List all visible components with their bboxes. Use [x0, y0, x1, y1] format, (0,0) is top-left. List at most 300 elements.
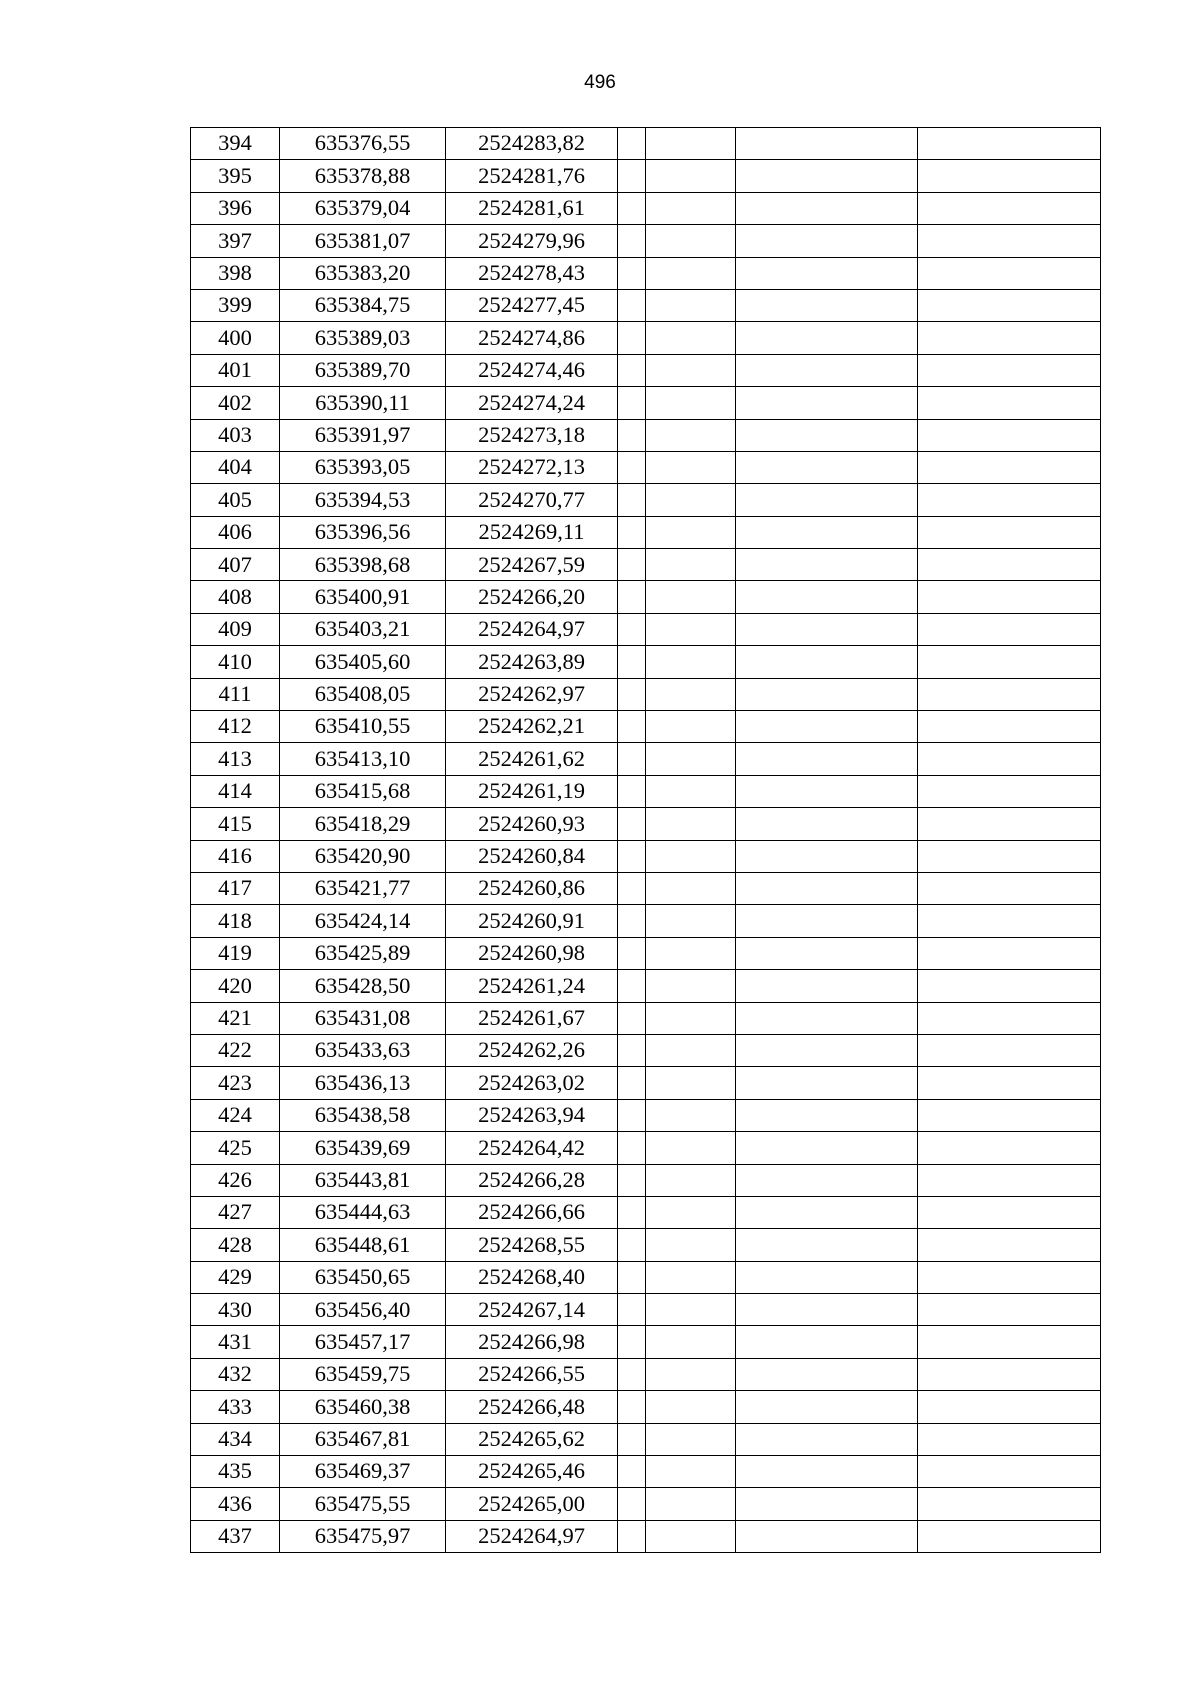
empty-cell: [918, 128, 1101, 160]
point-number-cell: 427: [191, 1196, 280, 1228]
empty-cell: [918, 1164, 1101, 1196]
empty-cell: [918, 1488, 1101, 1520]
empty-cell: [618, 1520, 646, 1552]
empty-cell: [918, 581, 1101, 613]
point-number-cell: 415: [191, 808, 280, 840]
empty-cell: [618, 128, 646, 160]
empty-cell: [618, 775, 646, 807]
empty-cell: [646, 1520, 736, 1552]
empty-cell: [618, 646, 646, 678]
empty-cell: [736, 128, 918, 160]
y-coordinate-cell: 2524260,84: [446, 840, 618, 872]
y-coordinate-cell: 2524266,48: [446, 1391, 618, 1423]
x-coordinate-cell: 635433,63: [280, 1034, 446, 1066]
x-coordinate-cell: 635424,14: [280, 905, 446, 937]
empty-cell: [618, 1099, 646, 1131]
empty-cell: [736, 872, 918, 904]
x-coordinate-cell: 635405,60: [280, 646, 446, 678]
empty-cell: [918, 905, 1101, 937]
empty-cell: [736, 840, 918, 872]
empty-cell: [736, 743, 918, 775]
empty-cell: [736, 646, 918, 678]
point-number-cell: 435: [191, 1456, 280, 1488]
empty-cell: [646, 1067, 736, 1099]
x-coordinate-cell: 635389,03: [280, 322, 446, 354]
empty-cell: [646, 1423, 736, 1455]
empty-cell: [918, 192, 1101, 224]
y-coordinate-cell: 2524274,46: [446, 354, 618, 386]
x-coordinate-cell: 635475,97: [280, 1520, 446, 1552]
empty-cell: [618, 970, 646, 1002]
empty-cell: [918, 872, 1101, 904]
empty-cell: [618, 581, 646, 613]
empty-cell: [646, 646, 736, 678]
empty-cell: [736, 1423, 918, 1455]
table-row: [191, 775, 1101, 807]
empty-cell: [736, 192, 918, 224]
table-row: [191, 192, 1101, 224]
empty-cell: [736, 1391, 918, 1423]
empty-cell: [736, 937, 918, 969]
empty-cell: [736, 549, 918, 581]
point-number-cell: 404: [191, 451, 280, 483]
empty-cell: [918, 1132, 1101, 1164]
point-number-cell: 400: [191, 322, 280, 354]
empty-cell: [736, 1229, 918, 1261]
empty-cell: [646, 1034, 736, 1066]
empty-cell: [736, 1488, 918, 1520]
point-number-cell: 411: [191, 678, 280, 710]
coordinates-table-body: [191, 128, 1101, 1553]
point-number-cell: 394: [191, 128, 280, 160]
empty-cell: [918, 743, 1101, 775]
point-number-cell: 434: [191, 1423, 280, 1455]
empty-cell: [646, 743, 736, 775]
empty-cell: [918, 289, 1101, 321]
empty-cell: [918, 1002, 1101, 1034]
empty-cell: [736, 1294, 918, 1326]
empty-cell: [618, 1358, 646, 1390]
table-row: [191, 1002, 1101, 1034]
x-coordinate-cell: 635459,75: [280, 1358, 446, 1390]
empty-cell: [618, 484, 646, 516]
empty-cell: [918, 451, 1101, 483]
x-coordinate-cell: 635467,81: [280, 1423, 446, 1455]
empty-cell: [646, 581, 736, 613]
empty-cell: [736, 1196, 918, 1228]
point-number-cell: 436: [191, 1488, 280, 1520]
point-number-cell: 403: [191, 419, 280, 451]
empty-cell: [736, 1164, 918, 1196]
empty-cell: [618, 451, 646, 483]
table-row: [191, 1488, 1101, 1520]
x-coordinate-cell: 635436,13: [280, 1067, 446, 1099]
empty-cell: [618, 1391, 646, 1423]
point-number-cell: 409: [191, 613, 280, 645]
y-coordinate-cell: 2524278,43: [446, 257, 618, 289]
empty-cell: [618, 840, 646, 872]
table-row: [191, 160, 1101, 192]
empty-cell: [618, 1456, 646, 1488]
empty-cell: [646, 840, 736, 872]
table-row: [191, 1520, 1101, 1552]
point-number-cell: 398: [191, 257, 280, 289]
point-number-cell: 396: [191, 192, 280, 224]
point-number-cell: 407: [191, 549, 280, 581]
y-coordinate-cell: 2524279,96: [446, 225, 618, 257]
table-row: [191, 1196, 1101, 1228]
point-number-cell: 437: [191, 1520, 280, 1552]
x-coordinate-cell: 635431,08: [280, 1002, 446, 1034]
y-coordinate-cell: 2524263,89: [446, 646, 618, 678]
y-coordinate-cell: 2524274,86: [446, 322, 618, 354]
x-coordinate-cell: 635391,97: [280, 419, 446, 451]
y-coordinate-cell: 2524281,76: [446, 160, 618, 192]
point-number-cell: 433: [191, 1391, 280, 1423]
empty-cell: [736, 160, 918, 192]
empty-cell: [646, 1294, 736, 1326]
empty-cell: [918, 646, 1101, 678]
point-number-cell: 408: [191, 581, 280, 613]
empty-cell: [646, 937, 736, 969]
empty-cell: [646, 1326, 736, 1358]
x-coordinate-cell: 635403,21: [280, 613, 446, 645]
x-coordinate-cell: 635420,90: [280, 840, 446, 872]
point-number-cell: 399: [191, 289, 280, 321]
table-row: [191, 581, 1101, 613]
empty-cell: [918, 1294, 1101, 1326]
empty-cell: [646, 808, 736, 840]
x-coordinate-cell: 635421,77: [280, 872, 446, 904]
y-coordinate-cell: 2524270,77: [446, 484, 618, 516]
empty-cell: [618, 1229, 646, 1261]
empty-cell: [618, 613, 646, 645]
empty-cell: [918, 322, 1101, 354]
table-row: [191, 1229, 1101, 1261]
point-number-cell: 432: [191, 1358, 280, 1390]
empty-cell: [736, 387, 918, 419]
empty-cell: [618, 905, 646, 937]
empty-cell: [918, 711, 1101, 743]
x-coordinate-cell: 635428,50: [280, 970, 446, 1002]
empty-cell: [918, 1423, 1101, 1455]
empty-cell: [918, 1391, 1101, 1423]
table-row: [191, 1261, 1101, 1293]
empty-cell: [736, 711, 918, 743]
empty-cell: [618, 160, 646, 192]
point-number-cell: 401: [191, 354, 280, 386]
empty-cell: [646, 1261, 736, 1293]
empty-cell: [736, 289, 918, 321]
x-coordinate-cell: 635460,38: [280, 1391, 446, 1423]
empty-cell: [618, 387, 646, 419]
empty-cell: [646, 354, 736, 386]
table-row: [191, 289, 1101, 321]
empty-cell: [918, 1326, 1101, 1358]
table-row: [191, 451, 1101, 483]
x-coordinate-cell: 635381,07: [280, 225, 446, 257]
empty-cell: [736, 322, 918, 354]
x-coordinate-cell: 635439,69: [280, 1132, 446, 1164]
empty-cell: [646, 1456, 736, 1488]
empty-cell: [736, 1132, 918, 1164]
x-coordinate-cell: 635379,04: [280, 192, 446, 224]
empty-cell: [736, 1520, 918, 1552]
empty-cell: [618, 516, 646, 548]
empty-cell: [918, 1520, 1101, 1552]
x-coordinate-cell: 635475,55: [280, 1488, 446, 1520]
point-number-cell: 420: [191, 970, 280, 1002]
empty-cell: [918, 678, 1101, 710]
y-coordinate-cell: 2524264,42: [446, 1132, 618, 1164]
y-coordinate-cell: 2524262,26: [446, 1034, 618, 1066]
empty-cell: [618, 743, 646, 775]
x-coordinate-cell: 635413,10: [280, 743, 446, 775]
x-coordinate-cell: 635469,37: [280, 1456, 446, 1488]
table-row: [191, 872, 1101, 904]
point-number-cell: 418: [191, 905, 280, 937]
y-coordinate-cell: 2524266,98: [446, 1326, 618, 1358]
empty-cell: [646, 872, 736, 904]
empty-cell: [918, 613, 1101, 645]
x-coordinate-cell: 635393,05: [280, 451, 446, 483]
empty-cell: [918, 937, 1101, 969]
empty-cell: [646, 1196, 736, 1228]
empty-cell: [918, 1099, 1101, 1131]
empty-cell: [618, 192, 646, 224]
point-number-cell: 431: [191, 1326, 280, 1358]
table-row: [191, 419, 1101, 451]
y-coordinate-cell: 2524260,98: [446, 937, 618, 969]
empty-cell: [646, 192, 736, 224]
empty-cell: [736, 419, 918, 451]
table-row: [191, 516, 1101, 548]
x-coordinate-cell: 635438,58: [280, 1099, 446, 1131]
y-coordinate-cell: 2524261,24: [446, 970, 618, 1002]
empty-cell: [918, 160, 1101, 192]
empty-cell: [618, 1002, 646, 1034]
x-coordinate-cell: 635408,05: [280, 678, 446, 710]
point-number-cell: 405: [191, 484, 280, 516]
x-coordinate-cell: 635400,91: [280, 581, 446, 613]
x-coordinate-cell: 635398,68: [280, 549, 446, 581]
x-coordinate-cell: 635443,81: [280, 1164, 446, 1196]
empty-cell: [918, 516, 1101, 548]
empty-cell: [736, 613, 918, 645]
empty-cell: [736, 1326, 918, 1358]
x-coordinate-cell: 635457,17: [280, 1326, 446, 1358]
point-number-cell: 417: [191, 872, 280, 904]
point-number-cell: 422: [191, 1034, 280, 1066]
empty-cell: [646, 516, 736, 548]
y-coordinate-cell: 2524264,97: [446, 1520, 618, 1552]
empty-cell: [646, 160, 736, 192]
empty-cell: [646, 775, 736, 807]
empty-cell: [736, 225, 918, 257]
table-row: [191, 354, 1101, 386]
y-coordinate-cell: 2524265,00: [446, 1488, 618, 1520]
point-number-cell: 406: [191, 516, 280, 548]
empty-cell: [918, 1456, 1101, 1488]
empty-cell: [618, 1294, 646, 1326]
point-number-cell: 414: [191, 775, 280, 807]
empty-cell: [618, 1132, 646, 1164]
empty-cell: [918, 1067, 1101, 1099]
empty-cell: [618, 1067, 646, 1099]
empty-cell: [736, 1099, 918, 1131]
x-coordinate-cell: 635384,75: [280, 289, 446, 321]
point-number-cell: 425: [191, 1132, 280, 1164]
empty-cell: [736, 775, 918, 807]
table-row: [191, 711, 1101, 743]
x-coordinate-cell: 635444,63: [280, 1196, 446, 1228]
x-coordinate-cell: 635383,20: [280, 257, 446, 289]
y-coordinate-cell: 2524264,97: [446, 613, 618, 645]
empty-cell: [736, 1002, 918, 1034]
empty-cell: [646, 1358, 736, 1390]
point-number-cell: 428: [191, 1229, 280, 1261]
table-row: [191, 840, 1101, 872]
table-row: [191, 1456, 1101, 1488]
empty-cell: [618, 1488, 646, 1520]
table-row: [191, 225, 1101, 257]
y-coordinate-cell: 2524277,45: [446, 289, 618, 321]
table-row: [191, 613, 1101, 645]
empty-cell: [618, 711, 646, 743]
empty-cell: [646, 1132, 736, 1164]
empty-cell: [918, 354, 1101, 386]
empty-cell: [618, 1326, 646, 1358]
empty-cell: [618, 808, 646, 840]
empty-cell: [646, 1002, 736, 1034]
x-coordinate-cell: 635425,89: [280, 937, 446, 969]
point-number-cell: 430: [191, 1294, 280, 1326]
y-coordinate-cell: 2524266,28: [446, 1164, 618, 1196]
empty-cell: [618, 872, 646, 904]
table-row: [191, 1067, 1101, 1099]
empty-cell: [646, 905, 736, 937]
table-row: [191, 937, 1101, 969]
empty-cell: [736, 905, 918, 937]
empty-cell: [618, 937, 646, 969]
empty-cell: [646, 1164, 736, 1196]
table-row: [191, 387, 1101, 419]
empty-cell: [736, 1034, 918, 1066]
empty-cell: [646, 484, 736, 516]
y-coordinate-cell: 2524268,40: [446, 1261, 618, 1293]
empty-cell: [918, 775, 1101, 807]
empty-cell: [618, 678, 646, 710]
y-coordinate-cell: 2524260,91: [446, 905, 618, 937]
empty-cell: [646, 1488, 736, 1520]
y-coordinate-cell: 2524273,18: [446, 419, 618, 451]
empty-cell: [918, 1358, 1101, 1390]
y-coordinate-cell: 2524261,19: [446, 775, 618, 807]
y-coordinate-cell: 2524272,13: [446, 451, 618, 483]
table-row: [191, 905, 1101, 937]
empty-cell: [646, 419, 736, 451]
y-coordinate-cell: 2524261,67: [446, 1002, 618, 1034]
y-coordinate-cell: 2524265,46: [446, 1456, 618, 1488]
empty-cell: [918, 549, 1101, 581]
empty-cell: [736, 970, 918, 1002]
empty-cell: [918, 419, 1101, 451]
table-row: [191, 322, 1101, 354]
coordinates-table: [190, 127, 1101, 1553]
empty-cell: [618, 354, 646, 386]
table-row: [191, 678, 1101, 710]
y-coordinate-cell: 2524267,14: [446, 1294, 618, 1326]
table-row: [191, 1099, 1101, 1131]
empty-cell: [618, 549, 646, 581]
table-row: [191, 128, 1101, 160]
x-coordinate-cell: 635390,11: [280, 387, 446, 419]
empty-cell: [736, 1456, 918, 1488]
empty-cell: [736, 678, 918, 710]
y-coordinate-cell: 2524265,62: [446, 1423, 618, 1455]
empty-cell: [736, 808, 918, 840]
empty-cell: [646, 1391, 736, 1423]
point-number-cell: 395: [191, 160, 280, 192]
table-row: [191, 1423, 1101, 1455]
table-row: [191, 257, 1101, 289]
empty-cell: [918, 1261, 1101, 1293]
empty-cell: [646, 225, 736, 257]
y-coordinate-cell: 2524267,59: [446, 549, 618, 581]
page-number: 496: [584, 72, 616, 93]
empty-cell: [618, 1034, 646, 1066]
empty-cell: [618, 419, 646, 451]
point-number-cell: 424: [191, 1099, 280, 1131]
x-coordinate-cell: 635456,40: [280, 1294, 446, 1326]
empty-cell: [618, 322, 646, 354]
point-number-cell: 412: [191, 711, 280, 743]
empty-cell: [646, 128, 736, 160]
x-coordinate-cell: 635389,70: [280, 354, 446, 386]
empty-cell: [918, 1229, 1101, 1261]
empty-cell: [646, 289, 736, 321]
y-coordinate-cell: 2524268,55: [446, 1229, 618, 1261]
point-number-cell: 423: [191, 1067, 280, 1099]
y-coordinate-cell: 2524262,21: [446, 711, 618, 743]
empty-cell: [646, 451, 736, 483]
point-number-cell: 426: [191, 1164, 280, 1196]
point-number-cell: 421: [191, 1002, 280, 1034]
table-row: [191, 970, 1101, 1002]
table-row: [191, 1358, 1101, 1390]
point-number-cell: 419: [191, 937, 280, 969]
x-coordinate-cell: 635410,55: [280, 711, 446, 743]
table-row: [191, 1326, 1101, 1358]
empty-cell: [736, 1261, 918, 1293]
empty-cell: [736, 451, 918, 483]
table-row: [191, 808, 1101, 840]
empty-cell: [736, 1358, 918, 1390]
empty-cell: [918, 808, 1101, 840]
point-number-cell: 397: [191, 225, 280, 257]
empty-cell: [736, 516, 918, 548]
y-coordinate-cell: 2524263,02: [446, 1067, 618, 1099]
x-coordinate-cell: 635376,55: [280, 128, 446, 160]
empty-cell: [646, 387, 736, 419]
empty-cell: [646, 678, 736, 710]
x-coordinate-cell: 635448,61: [280, 1229, 446, 1261]
y-coordinate-cell: 2524266,66: [446, 1196, 618, 1228]
empty-cell: [918, 387, 1101, 419]
table-row: [191, 1132, 1101, 1164]
table-row: [191, 646, 1101, 678]
x-coordinate-cell: 635450,65: [280, 1261, 446, 1293]
